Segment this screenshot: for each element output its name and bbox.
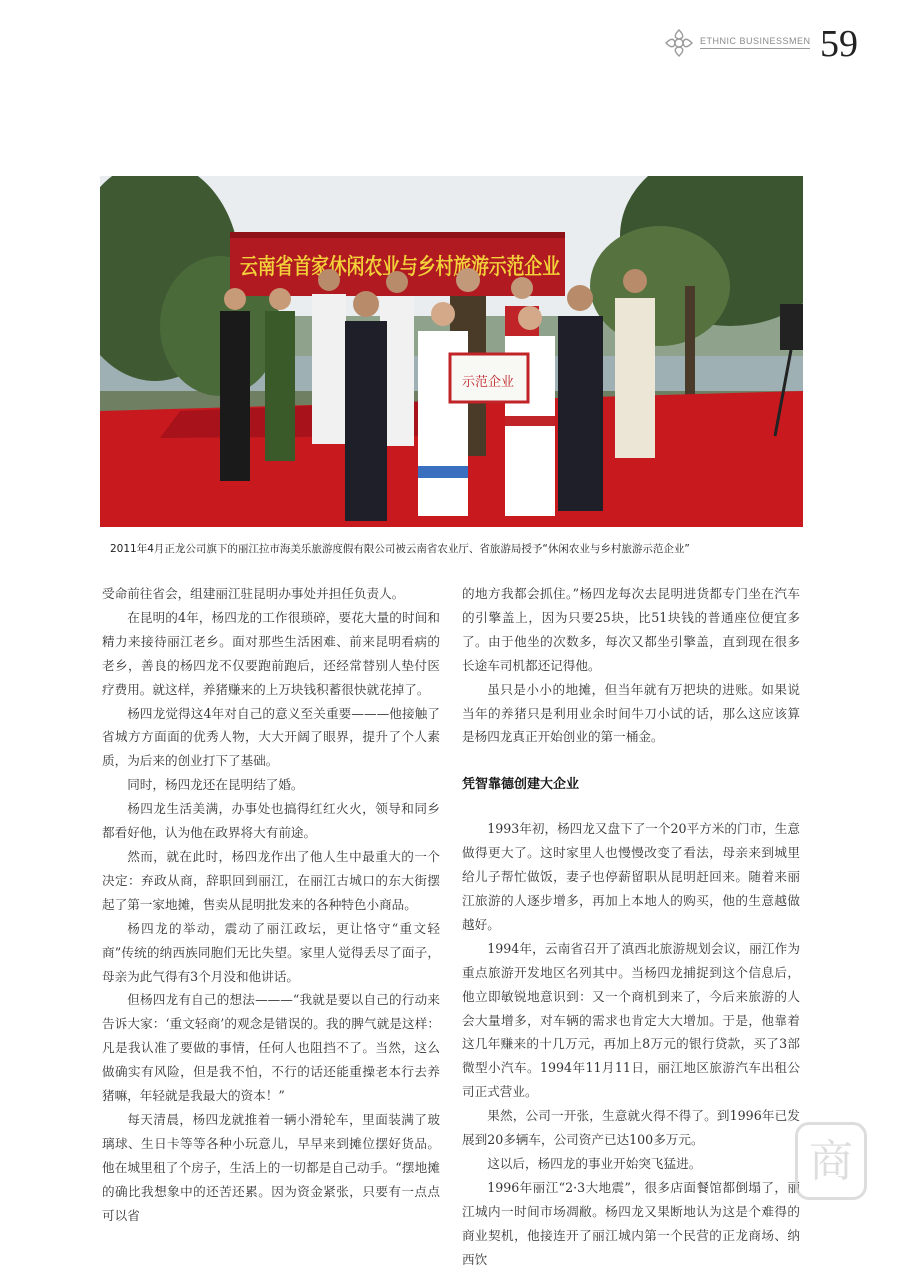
paragraph: 但杨四龙有自己的想法———“我就是要以自己的行动来告诉大家：‘重文轻商’的观念是错误的。我的脾气就是这样：凡是我认准了要做的事情，任何人也阻挡不了。当然，这么做确实有风险，但是我不怕，不行的话还能重操老本行去养猪嘛，年轻就是我最大的资本！”	[102, 992, 440, 1104]
ornament-logo-icon	[664, 28, 694, 58]
paragraph: 在昆明的4年，杨四龙的工作很琐碎，要花大量的时间和精力来接待丽江老乡。面对那些生活困难、前来昆明看病的老乡，善良的杨四龙不仅要跑前跑后，还经常替别人垫付医疗费用。就这样，养猪赚来的上万块钱积蓄很快就花掉了。	[102, 609, 440, 697]
section-label: ETHNIC BUSINESSMEN	[700, 36, 811, 46]
paragraph: 1993年初，杨四龙又盘下了一个20平方米的门市，生意做得更大了。这时家里人也慢慢改变了看法，母亲来到城里给儿子帮忙做饭，妻子也停薪留职从昆明赶回来。随着来丽江旅游的人逐步增多，再加上本地人的购买，他的生意越做越好。	[462, 821, 800, 932]
spacer	[462, 749, 800, 773]
banner-text: 云南省首家休闲农业与乡村旅游示范企业	[240, 255, 637, 280]
ceremony-photo	[100, 176, 803, 527]
paragraph: 同时，杨四龙还在昆明结了婚。	[127, 777, 304, 793]
section-heading: 凭智靠德创建大企业	[462, 777, 580, 793]
paragraph: 然而，就在此时，杨四龙作出了他人生中最重大的一个决定：弃政从商，辞职回到丽江，在丽江古城口的东大街摆起了第一家地摊，售卖从昆明批发来的各种特色小商品。	[102, 848, 440, 912]
header-rule	[700, 48, 810, 49]
paragraph: 1994年，云南省召开了滇西北旅游规划会议，丽江作为重点旅游开发地区名列其中。当杨四龙捕捉到这个信息后，他立即敏锐地意识到：又一个商机到来了，今后来旅游的人会大量增多，对车辆的需求也肯定大大增加。于是，他靠着这几年赚来的十几万元，再加上8万元的银行贷款，买了3部微型小汽车。1994年11月11日，丽江地区旅游汽车出租公司正式营业。	[462, 940, 800, 1100]
ceremony-photo-illustration	[100, 176, 803, 527]
paragraph: 杨四龙的举动，震动了丽江政坛，更让恪守“重文轻商”传统的纳西族同胞们无比失望。家里人觉得丢尽了面子，母亲为此气得有3个月没和他讲话。	[102, 920, 440, 984]
paragraph: 果然，公司一开张，生意就火得不得了。到1996年已发展到20多辆车，公司资产已达100多万元。	[462, 1108, 800, 1148]
paragraph: 杨四龙觉得这4年对自己的意义至关重要———他接触了省城方方面面的优秀人物，大大开阔了眼界，提升了个人素质，为后来的创业打下了基础。	[102, 705, 440, 769]
plaque-text: 示范企业	[462, 375, 515, 390]
right-column	[462, 582, 800, 1271]
paragraph: 杨四龙生活美满，办事处也搞得红红火火，领导和同乡都看好他，认为他在政界将大有前途。	[102, 801, 440, 841]
svg-text:商: 商	[809, 1136, 853, 1187]
paragraph: 的地方我都会抓住。”杨四龙每次去昆明进货都专门坐在汽车的引擎盖上，因为只要25块，比51块钱的普通座位便宜多了。由于他坐的次数多，每次又都坐引擎盖，直到现在很多长途车司机都还记得他。	[462, 586, 800, 673]
paragraph: 受命前往省会，组建丽江驻昆明办事处并担任负责人。	[102, 586, 405, 601]
paragraph: 1996年丽江“2·3大地震”，很多店面餐馆都倒塌了，丽江城内一时间市场凋敝。杨四龙又果断地认为这是个难得的商业契机，他接连开了丽江城内第一个民营的正龙商场、纳西饮	[462, 1179, 800, 1267]
page-header	[660, 22, 880, 66]
watermark-logo	[795, 1122, 867, 1200]
page-number: 59	[820, 23, 858, 65]
spacer	[462, 797, 800, 817]
left-column	[102, 582, 440, 1227]
paragraph: 虽只是小小的地摊，但当年就有万把块的进账。如果说当年的养猪只是利用业余时间牛刀小试的话，那么这应该算是杨四龙真正开始创业的第一桶金。	[462, 681, 800, 745]
watermark-glyph-icon	[801, 1128, 861, 1194]
paragraph: 这以后，杨四龙的事业开始突飞猛进。	[487, 1155, 702, 1171]
paragraph: 每天清晨，杨四龙就推着一辆小滑轮车，里面装满了玻璃球、生日卡等等各种小玩意儿，早早来到摊位摆好货品。他在城里租了个房子，生活上的一切都是自己动手。“摆地摊的确比我想象中的还苦还累。因为资金紧张，只要有一点点可以省	[102, 1111, 440, 1223]
photo-caption: 2011年4月正龙公司旗下的丽江拉市海美乐旅游度假有限公司被云南省农业厅、省旅游局授予“休闲农业与乡村旅游示范企业”	[110, 543, 690, 555]
